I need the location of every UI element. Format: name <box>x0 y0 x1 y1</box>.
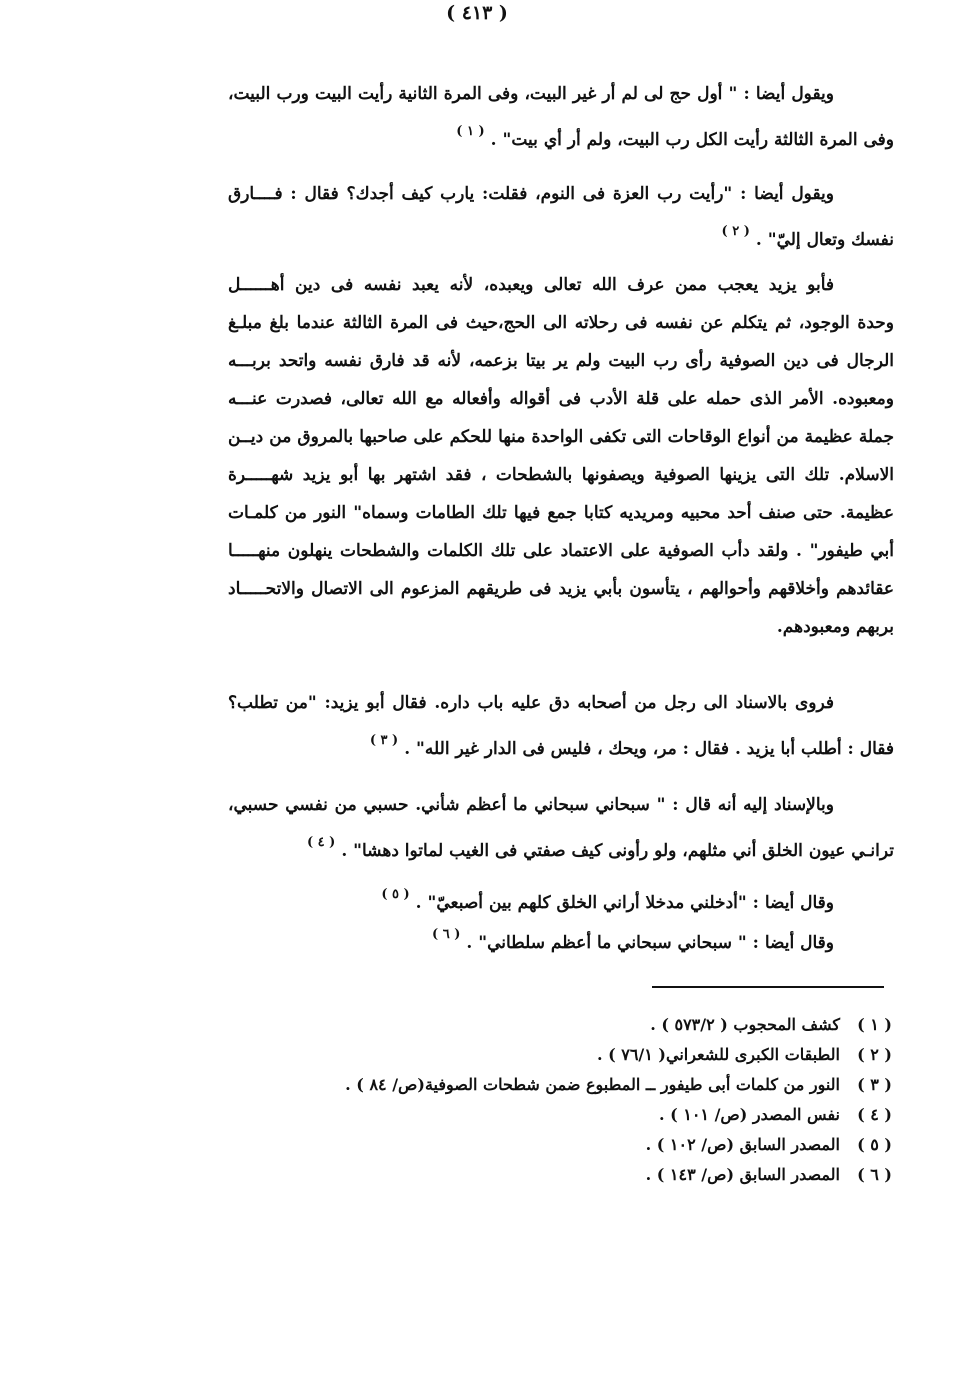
footnote-item <box>252 1160 892 1190</box>
text-line-content: وقال أيضا : "أدخلني مدخلا أراني الخلق كلهم بين أصبعيّ" . <box>415 893 834 913</box>
paragraph-6 <box>228 876 894 914</box>
footnote-text: المصدر السابق (ص/ ١٤٣ ) . <box>645 1165 840 1184</box>
footnote-item <box>252 1100 892 1130</box>
text-line: ويقول أيضا : "رأيت رب العزة فى النوم، فقلت: يارب كيف أجدك؟ فقال : فــــارق <box>228 184 834 204</box>
paragraph-7 <box>228 916 894 954</box>
footnote-separator <box>652 986 884 988</box>
text-line: أبي طيفور" . ولقد دأب الصوفية على الاعتماد على تلك الكلمات والشطحات ينهلون منهـــــا <box>228 541 894 561</box>
text-line <box>228 916 894 954</box>
footnote-marker: ( ٤ ) <box>306 835 336 850</box>
text-line: وبالإسناد إليه أنه قال : " سبحاني سبحاني ما أعظم شأني. حسبي من نفسي حسبي، <box>228 795 834 815</box>
footnote-number: ( ١ ) <box>857 1015 892 1034</box>
footnote-item <box>252 1130 892 1160</box>
text-line: جملة عظيمة من أنواع الوقاحات التى تكفى الواحدة منها للحكم على صاحبها بالمروق من ديــن <box>228 427 894 447</box>
text-line-content: فقال : أطلب أبا يزيد . فقال : مر، ويحك ، فليس فى الدار غير الله" . <box>404 739 894 759</box>
footnote-text: كشف المحجوب ( ٥٧٣/٢ ) . <box>650 1015 840 1034</box>
text-line: فروى بالاسناد الى رجل من أصحابه دق عليه باب داره. فقال أبو يزيد: "من تطلب؟ <box>228 693 834 713</box>
footnote-text: الطبقات الكبرى للشعراني( ٧٦/١ ) . <box>596 1045 840 1064</box>
footnote-item <box>252 1010 892 1040</box>
text-line-content: وقال أيضا : " سبحاني سبحاني ما أعظم سلطاني" . <box>466 933 834 953</box>
footnote-marker: ( ٣ ) <box>369 733 399 748</box>
footnote-text: النور من كلمات أبى طيفور ــ المطبوع ضمن شطحات الصوفية(ص/ ٨٤ ) . <box>345 1075 840 1094</box>
footnote-number: ( ٣ ) <box>857 1075 892 1094</box>
text-line <box>228 213 894 251</box>
paragraph-4 <box>228 684 894 760</box>
footnote-number: ( ٢ ) <box>857 1045 892 1064</box>
footnote-text: المصدر السابق (ص/ ١٠٢ ) . <box>645 1135 840 1154</box>
page-number: ( ٤١٣ ) <box>446 2 508 24</box>
footnote-number: ( ٤ ) <box>857 1105 892 1124</box>
footnote-item <box>252 1070 892 1100</box>
footnote-item <box>252 1040 892 1070</box>
text-line: عقائدهم وأخلاقهم وأحوالهم ، يتأسون بأبي يزيد فى طريقهم المزعوم الى الاتصال والاتحـــــاد <box>228 579 894 599</box>
footnotes-list <box>252 1010 892 1190</box>
footnote-marker: ( ٦ ) <box>432 927 461 942</box>
footnote-marker: ( ١ ) <box>456 124 485 139</box>
footnote-text: نفس المصدر (ص/ ١٠١ ) . <box>658 1105 840 1124</box>
text-line <box>228 113 894 151</box>
footnote-marker: ( ٢ ) <box>721 224 750 239</box>
text-line: وحدة الوجود، ثم يتكلم عن نفسه فى رحلاته الى الحج،حيث فى المرة الثالثة عندما بلغ مبلـغ <box>228 313 894 333</box>
paragraph-1 <box>228 75 894 151</box>
footnote-marker: ( ٥ ) <box>381 887 410 902</box>
footnote-number: ( ٥ ) <box>857 1135 892 1154</box>
text-line: الاسلام. تلك التى يزينها الصوفية ويصفونها بالشطحات ، فقد اشتهر بها أبو يزيد شهـــــرة <box>228 465 894 485</box>
text-line <box>228 722 894 760</box>
text-line <box>228 824 894 862</box>
paragraph-5 <box>228 786 894 862</box>
text-line-content: ترانـي عيون الخلق أني مثلهم، ولو رأونى كيف صفتي فى الغيب لماتوا دهشا" . <box>341 841 894 861</box>
footnote-number: ( ٦ ) <box>857 1165 892 1184</box>
paragraph-2 <box>228 175 894 251</box>
paragraph-3 <box>228 266 894 646</box>
text-line: ويقول أيضا : " أول حج لى لم أر غير البيت، وفى المرة الثانية رأيت البيت ورب البيت، <box>228 84 834 104</box>
text-line: بربهم ومعبودهم. <box>776 617 894 637</box>
text-line-content: وفى المرة الثالثة رأيت الكل رب البيت، ولم أر أي بيت" . <box>490 130 894 150</box>
text-line: فأبو يزيد يعجب ممن عرف الله تعالى ويعبده، لأنه يعبد نفسه فى دين أهــــــل <box>228 275 834 295</box>
text-line <box>228 876 894 914</box>
text-line: عظيمة. حتى صنف أحد محبيه ومريديه كتابا جمع فيها تلك الطامات وسماه" النور من كلمـات <box>228 503 894 523</box>
text-line: ومعبوده. الأمر الذى حمله على قلة الأدب فى أقواله وأفعاله مع الله تعالى، فصدرت عنـــه <box>228 389 894 409</box>
text-line-content: نفسك وتعال إليّ" . <box>755 230 894 250</box>
text-line: الرجال فى دين الصوفية رأى رب البيت ولم ير بيتا بزعمه، لأنه قد فارق نفسه واتحد بربـــه <box>228 351 894 371</box>
